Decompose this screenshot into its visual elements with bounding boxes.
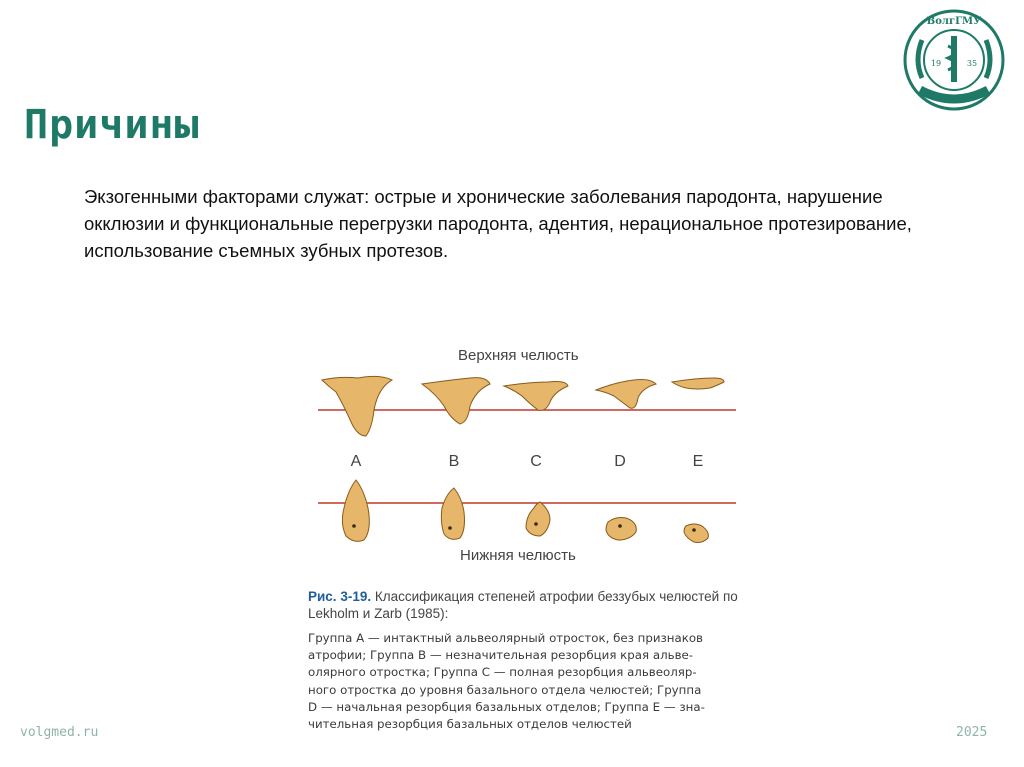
caption-line: олярного отростка; Группа С — полная резорбция альвеоляр- [308,665,697,680]
lower-jaw-shape-a [342,480,369,541]
lower-jaw-label: Нижняя челюсть [460,547,576,564]
caption-line: Группа А — интактный альвеолярный отросток, без признаков [308,631,704,645]
caption-line: чительная резорбция базальных отделов челюстей [308,717,632,732]
upper-jaw-shape-c [504,382,568,411]
upper-jaw-shape-b [422,378,490,424]
caption-figure-number: Рис. 3-19. [308,589,372,604]
group-label-a: A [350,453,362,470]
lower-jaw-shape-c [526,502,550,536]
upper-jaw-shape-d [596,380,656,409]
group-label-b: B [448,453,460,470]
slide-title: Причины [24,102,200,148]
upper-jaw-label: Верхняя челюсть [458,347,579,364]
slide-body-text: Экзогенными факторами служат: острые и хронические заболевания пародонта, нарушение окклюзии и функциональные перегрузки пародонта, адентия, нерациональное протезирование, использование съемных зубных протезов. [84,186,912,261]
atrophy-figure [300,340,750,730]
group-label-e: E [692,453,704,470]
volggmu-emblem-icon [900,8,1008,112]
caption-line: D — начальная резорбция базальных отделов; Группа Е — зна- [308,699,705,714]
logo-year-right: 35 [966,59,978,68]
caption-line: атрофии; Группа В — незначительная резорбция края альве- [308,648,694,663]
footer-site: volgmed.ru [20,725,99,740]
footer-year: 2025 [956,725,988,740]
logo-top-text: ВолгГМУ [926,16,982,27]
lower-jaw-shape-b [441,488,464,539]
caption-body [308,630,744,733]
upper-jaw-shape-a [322,376,392,436]
caption-title: Классификация степеней атрофии беззубых челюстей по Lekholm и Zarb (1985): [308,589,738,621]
upper-jaw-shape-e [672,378,724,389]
group-label-d: D [614,453,626,470]
caption-line: ного отростка до уровня базального отдела челюстей; Группа [308,682,702,697]
lower-jaw-shape-d [606,518,636,541]
figure-caption [308,588,744,622]
group-label-c: C [530,453,542,470]
logo-year-left: 19 [930,59,942,68]
lower-jaw-shape-e [684,524,708,543]
